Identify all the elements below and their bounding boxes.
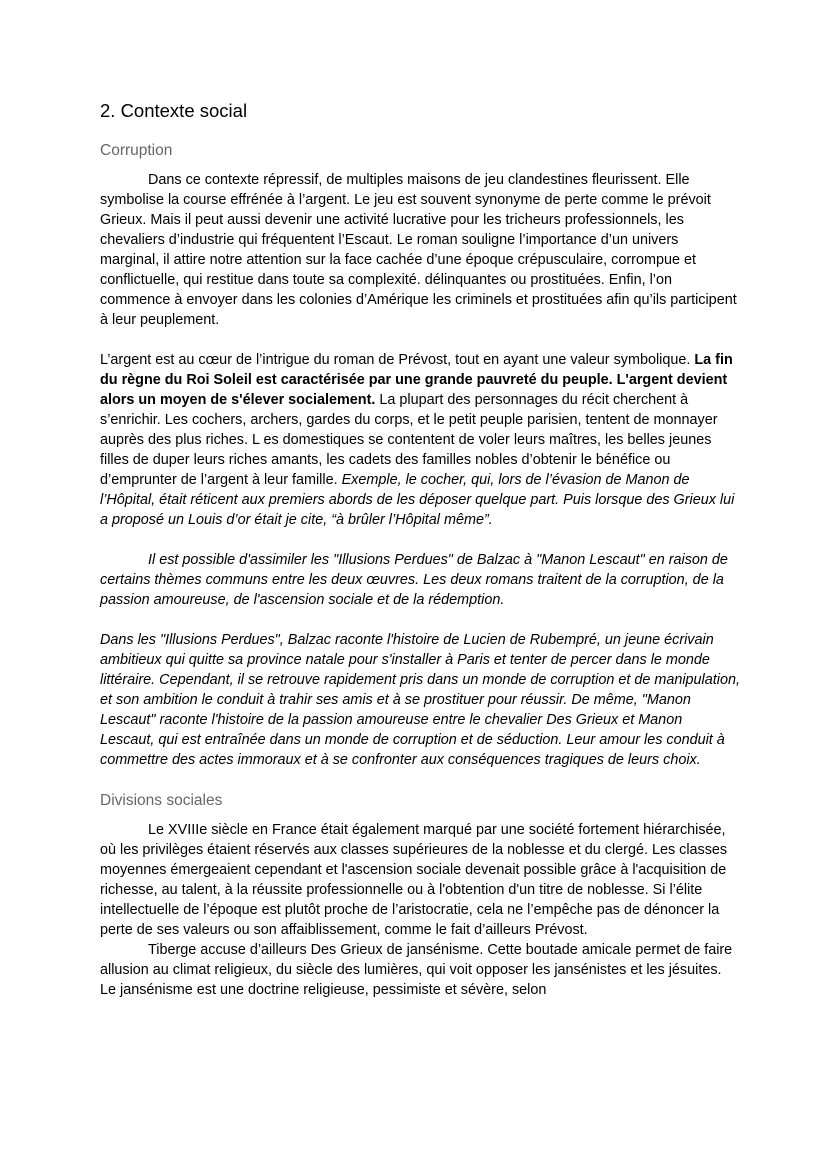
paragraph-money-body: La plupart des personnages du récit cherchent à s’enrichir. Les cochers, archers, gardes du corps, et le petit peuple parisien, tentent de monnayer auprès des plus riches. L es domestiques se contentent de voler leurs maîtres, les belles jeunes filles de duper leurs riches amants, les cadets des familles nobles d’obtenir le bénéfice ou d’emprunter de l’argent à leur famille. bbox=[100, 392, 718, 488]
document-body bbox=[100, 98, 740, 1000]
section-title: 2. Contexte social bbox=[100, 100, 248, 121]
subtitle-divisions: Divisions sociales bbox=[100, 792, 223, 809]
paragraph-money-bold: La fin du règne du Roi Soleil est caractérisée par une grande pauvreté du peuple. L'argent devient alors un moyen de s'élever socialement. bbox=[100, 352, 733, 408]
paragraph-hierarchy: Le XVIIIe siècle en France était également marqué par une société fortement hiérarchisée, où les privilèges étaient réservés aux classes supérieures de la noblesse et du clergé. Les classes moyennes émergeaient cependant et l'ascension sociale devenait possible grâce à l'acquisition de richesse, au talent, à la réussite professionnelle ou à l'obtention d'un titre de noblesse. Si l’élite intellectuelle de l’époque est plutôt proche de l’aristocratie, cela ne l’empêche pas de dénoncer la perte de ses valeurs ou son affaiblissement, comme le fait d’ailleurs Prévost. bbox=[100, 822, 728, 938]
paragraph-jansenism: Tiberge accuse d’ailleurs Des Grieux de jansénisme. Cette boutade amicale permet de faire allusion au climat religieux, du siècle des lumières, qui voit opposer les jansénistes et les jésuites. Le jansénisme est une doctrine religieuse, pessimiste et sévère, selon bbox=[100, 942, 733, 998]
paragraph-illusions-perdues bbox=[100, 630, 740, 770]
paragraph-money bbox=[100, 350, 740, 530]
paragraph-illusions-perdues-text: Dans les "Illusions Perdues", Balzac raconte l'histoire de Lucien de Rubempré, un jeune écrivain ambitieux qui quitte sa province natale pour s'installer à Paris et tenter de percer dans le monde littéraire. Cependant, il se retrouve rapidement pris dans un monde de corruption et de manipulation, et son ambition le conduit à trahir ses amis et à se prostituer pour réussir. De même, "Manon Lescaut" raconte l'histoire de la passion amoureuse entre le chevalier Des Grieux et Manon Lescaut, qui est entraînée dans un monde de corruption et de séduction. Leur amour les conduit à commettre des actes immoraux et à se confronter aux conséquences tragiques de leurs choix. bbox=[100, 632, 740, 768]
paragraph-money-example: Exemple, le cocher, qui, lors de l’évasion de Manon de l’Hôpital, était réticent aux premiers abords de les déposer quelque part. Puis lorsque des Grieux lui a proposé un Louis d’or était je cite, “à brûler l’Hôpital même”. bbox=[100, 472, 735, 528]
subtitle-corruption: Corruption bbox=[100, 142, 173, 159]
paragraph-gambling: Dans ce contexte répressif, de multiples maisons de jeu clandestines fleurissent. Elle symbolise la course effrénée à l’argent. Le jeu est souvent synonyme de perte comme le prévoit Grieux. Mais il peut aussi devenir une activité lucrative pour les tricheurs professionnels, les chevaliers d’industrie qui fréquentent l’Escaut. Le roman souligne l’importance d’un univers marginal, il attire notre attention sur la face cachée d’une époque crépusculaire, corrompue et conflictuelle, qui restitue dans toute sa complexité. délinquantes ou prostituées. Enfin, l’on commence à envoyer dans les colonies d’Amérique les criminels et prostituées afin qu’ils participent à leur peuplement. bbox=[100, 172, 737, 328]
paragraph-money-intro: L’argent est au cœur de l’intrigue du roman de Prévost, tout en ayant une valeur symbolique. bbox=[100, 352, 695, 368]
paragraph-balzac-comparison-text: Il est possible d'assimiler les "Illusions Perdues" de Balzac à "Manon Lescaut" en raison de certains thèmes communs entre les deux œuvres. Les deux romans traitent de la corruption, de la passion amoureuse, de l'ascension sociale et de la rédemption. bbox=[100, 552, 728, 608]
paragraph-balzac-comparison bbox=[100, 550, 740, 610]
